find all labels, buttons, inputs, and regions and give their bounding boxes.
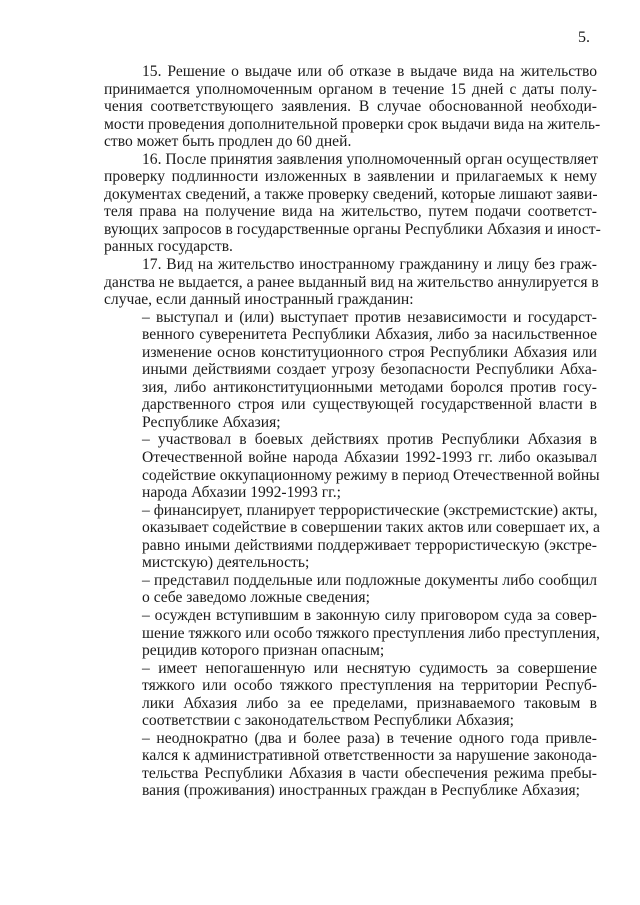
list-item: [104, 501, 600, 572]
text-line: народа Абхазии 1992-1993 гг.;: [142, 484, 341, 502]
text-line: 17. Вид на жительство иностранному гражданину и лицу без граж-: [142, 256, 597, 274]
text-line: 16. После принятия заявления уполномоченный орган осуществляет: [142, 150, 599, 168]
text-line: равно иными действиями поддерживает террористическую (экстре-: [142, 536, 597, 554]
text-line: – имеет непогашенную или неснятую судимость за совершение: [142, 659, 597, 677]
text-line: шение тяжкого или особо тяжкого преступления либо преступления,: [142, 624, 600, 642]
text-line: ранных государств.: [104, 238, 233, 256]
text-line: лики Абхазия либо за ее пределами, признаваемого таковым в: [142, 694, 597, 712]
text-line: о себе заведомо ложные сведения;: [142, 589, 370, 607]
text-line: венного суверенитета Республики Абхазия, либо за насильственное: [142, 326, 597, 344]
text-line: зия, либо антиконституционными методами боролся против госу-: [142, 378, 597, 396]
text-line: 15. Решение о выдаче или об отказе в выдаче вида на жительство: [142, 63, 597, 80]
text-line: – участвовал в боевых действиях против Республики Абхазия в: [142, 431, 597, 449]
text-line: документах сведений, а также проверку сведений, которые лишают заяви-: [104, 185, 598, 203]
text-line: ство может быть продлен до 60 дней.: [104, 133, 352, 151]
text-line: – представил поддельные или подложные документы либо сообщил: [142, 571, 597, 589]
page-number: 5.: [578, 29, 590, 46]
text-line: чения соответствующего заявления. В случае обоснованной необходи-: [104, 98, 597, 116]
text-line: мости проведения дополнительной проверки срок выдачи вида на житель-: [104, 115, 601, 133]
text-line: – осужден вступившим в законную силу приговором суда за совер-: [142, 606, 597, 624]
text-line: данства не выдается, а ранее выданный вид на жительство аннулируется в: [104, 273, 599, 291]
text-line: изменение основ конституционного строя Республики Абхазия или: [142, 343, 597, 361]
text-line: принимается уполномоченным органом в течение 15 дней с даты полу-: [104, 80, 597, 98]
text-line: содействие оккупационному режиму в период Отечественной войны: [142, 466, 600, 484]
text-line: Отечественной войне народа Абхазии 1992-1993 гг. либо оказывал: [142, 449, 597, 467]
text-line: – финансирует, планирует террористические (экстремистские) акты,: [142, 501, 598, 519]
text-line: рецидив которого признан опасным;: [142, 642, 385, 660]
text-line: мистскую) деятельность;: [142, 554, 310, 572]
paragraph: [104, 150, 601, 256]
text-line: Республике Абхазия;: [142, 413, 281, 431]
text-line: теля права на получение вида на жительство, путем подачи соответст-: [104, 203, 597, 221]
document-body: [104, 63, 601, 800]
text-line: случае, если данный иностранный гражданин:: [104, 291, 414, 309]
text-line: соответствии с законодательством Республики Абхазия;: [142, 712, 514, 730]
text-line: кался к административной ответственности за нарушение законода-: [142, 747, 597, 765]
list-item: [104, 431, 600, 502]
text-line: – выступал и (или) выступает против независимости и государст-: [142, 308, 597, 326]
list-item: [104, 572, 597, 607]
text-line: тельства Республики Абхазия в части обеспечения режима пребы-: [142, 764, 597, 782]
text-line: оказывает содействие в совершении таких актов или совершает их, а: [142, 519, 600, 537]
list-item: [104, 606, 600, 660]
list-item: [104, 730, 597, 800]
text-line: тяжкого или особо тяжкого преступления на территории Респуб-: [142, 677, 597, 695]
paragraph: [104, 256, 597, 309]
text-line: иными действиями создает угрозу безопасности Республики Абха-: [142, 361, 597, 379]
list-item: [104, 309, 597, 432]
text-line: – неоднократно (два и более раза) в течение одного года привле-: [142, 729, 597, 747]
text-line: вующих запросов в государственные органы Республики Абхазия и иност-: [104, 220, 601, 238]
text-line: вания (проживания) иностранных граждан в Республике Абхазия;: [142, 782, 581, 800]
list-item: [104, 660, 597, 730]
text-line: дарственного строя или существующей государственной власти в: [142, 396, 597, 414]
paragraph: [104, 63, 601, 151]
text-line: проверку подлинности изложенных в заявлении и прилагаемых к нему: [104, 168, 597, 186]
